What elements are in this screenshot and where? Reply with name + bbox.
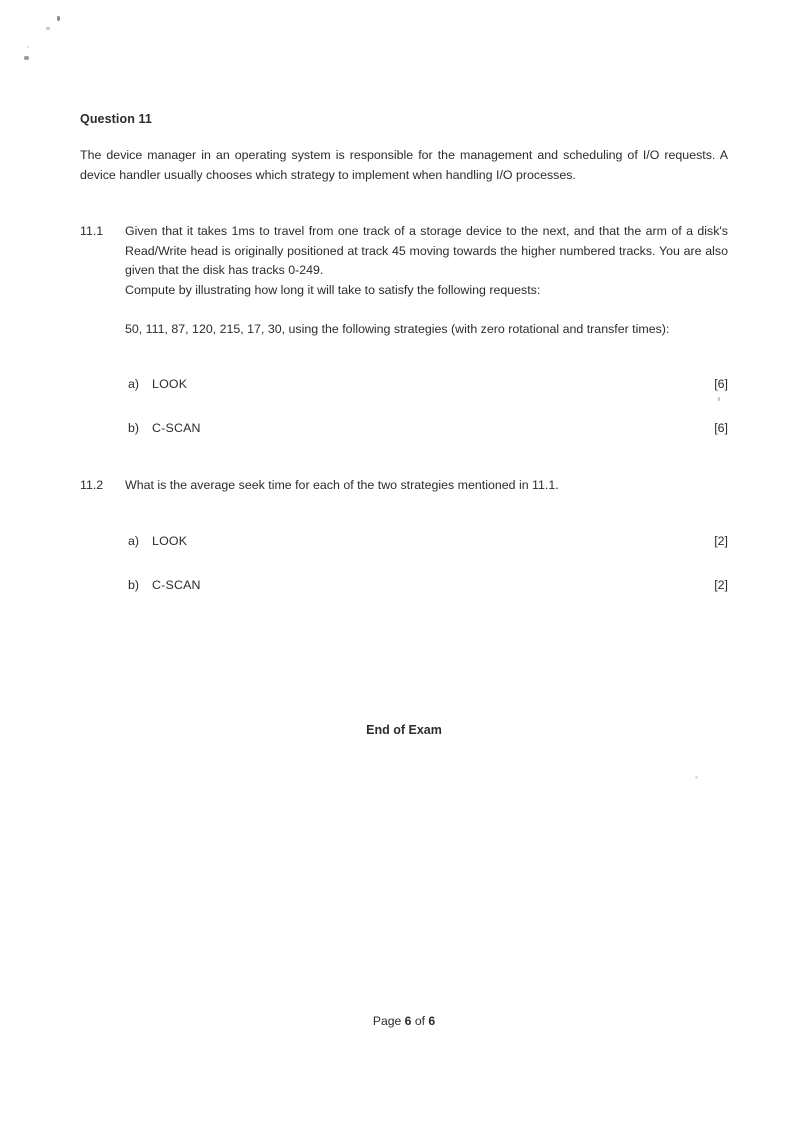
sub-item-letter: a) <box>128 534 140 548</box>
sub-item-marks: [2] <box>714 534 728 548</box>
sub-item-marks: [6] <box>714 377 728 391</box>
scan-speckle <box>46 27 50 30</box>
end-of-exam-note: End of Exam <box>366 723 442 737</box>
sub-item-11-1-a <box>128 375 728 395</box>
intro-paragraph: The device manager in an operating system is responsible for the management and scheduling of I/O requests. A device handler usually chooses which strategy to implement when handling I/O processes. <box>80 148 728 182</box>
requests-line: 50, 111, 87, 120, 215, 17, 30, using the following strategies (with zero rotational and transfer times): <box>125 321 670 336</box>
question-11-1 <box>80 222 728 340</box>
page-footer <box>80 1014 728 1028</box>
footer-current-page: 6 <box>404 1014 412 1028</box>
scan-speckle <box>27 46 29 48</box>
question-number: 11.2 <box>80 478 104 492</box>
sub-item-11-2-a <box>128 532 728 552</box>
question-11-2 <box>80 476 728 496</box>
footer-separator: of <box>411 1014 429 1028</box>
scan-speckle <box>57 16 60 21</box>
sub-item-letter: b) <box>128 421 140 435</box>
sub-item-letter: b) <box>128 578 140 592</box>
scan-speckle <box>695 776 698 779</box>
footer-total-pages: 6 <box>428 1014 436 1028</box>
paragraph-spacer <box>125 300 728 320</box>
sub-item-marks: [2] <box>714 578 728 592</box>
question-number: 11.1 <box>80 224 104 238</box>
question-text-line-2: Compute by illustrating how long it will take to satisfy the following requests: <box>125 282 541 297</box>
sub-item-label: LOOK <box>152 534 188 548</box>
sub-item-letter: a) <box>128 377 140 391</box>
question-text: Given that it takes 1ms to travel from one track of a storage device to the next, and that the arm of a disk's Read/Write head is originally positioned at track 45 moving towards the higher numbered tracks. You are also given that the disk has tracks 0-249. <box>125 224 728 278</box>
sub-item-11-2-b <box>128 576 728 596</box>
sub-item-label: C-SCAN <box>152 578 201 592</box>
sub-item-marks: [6] <box>714 421 728 435</box>
scan-speckle <box>24 56 29 60</box>
question-body: What is the average seek time for each of the two strategies mentioned in 11.1. <box>125 478 559 492</box>
sub-item-label: C-SCAN <box>152 421 201 435</box>
question-body <box>125 222 728 340</box>
sub-item-label: LOOK <box>152 377 188 391</box>
page-title: Question 11 <box>80 112 152 126</box>
scan-speckle <box>718 397 720 401</box>
sub-item-11-1-b <box>128 419 728 439</box>
footer-prefix: Page <box>372 1014 405 1028</box>
